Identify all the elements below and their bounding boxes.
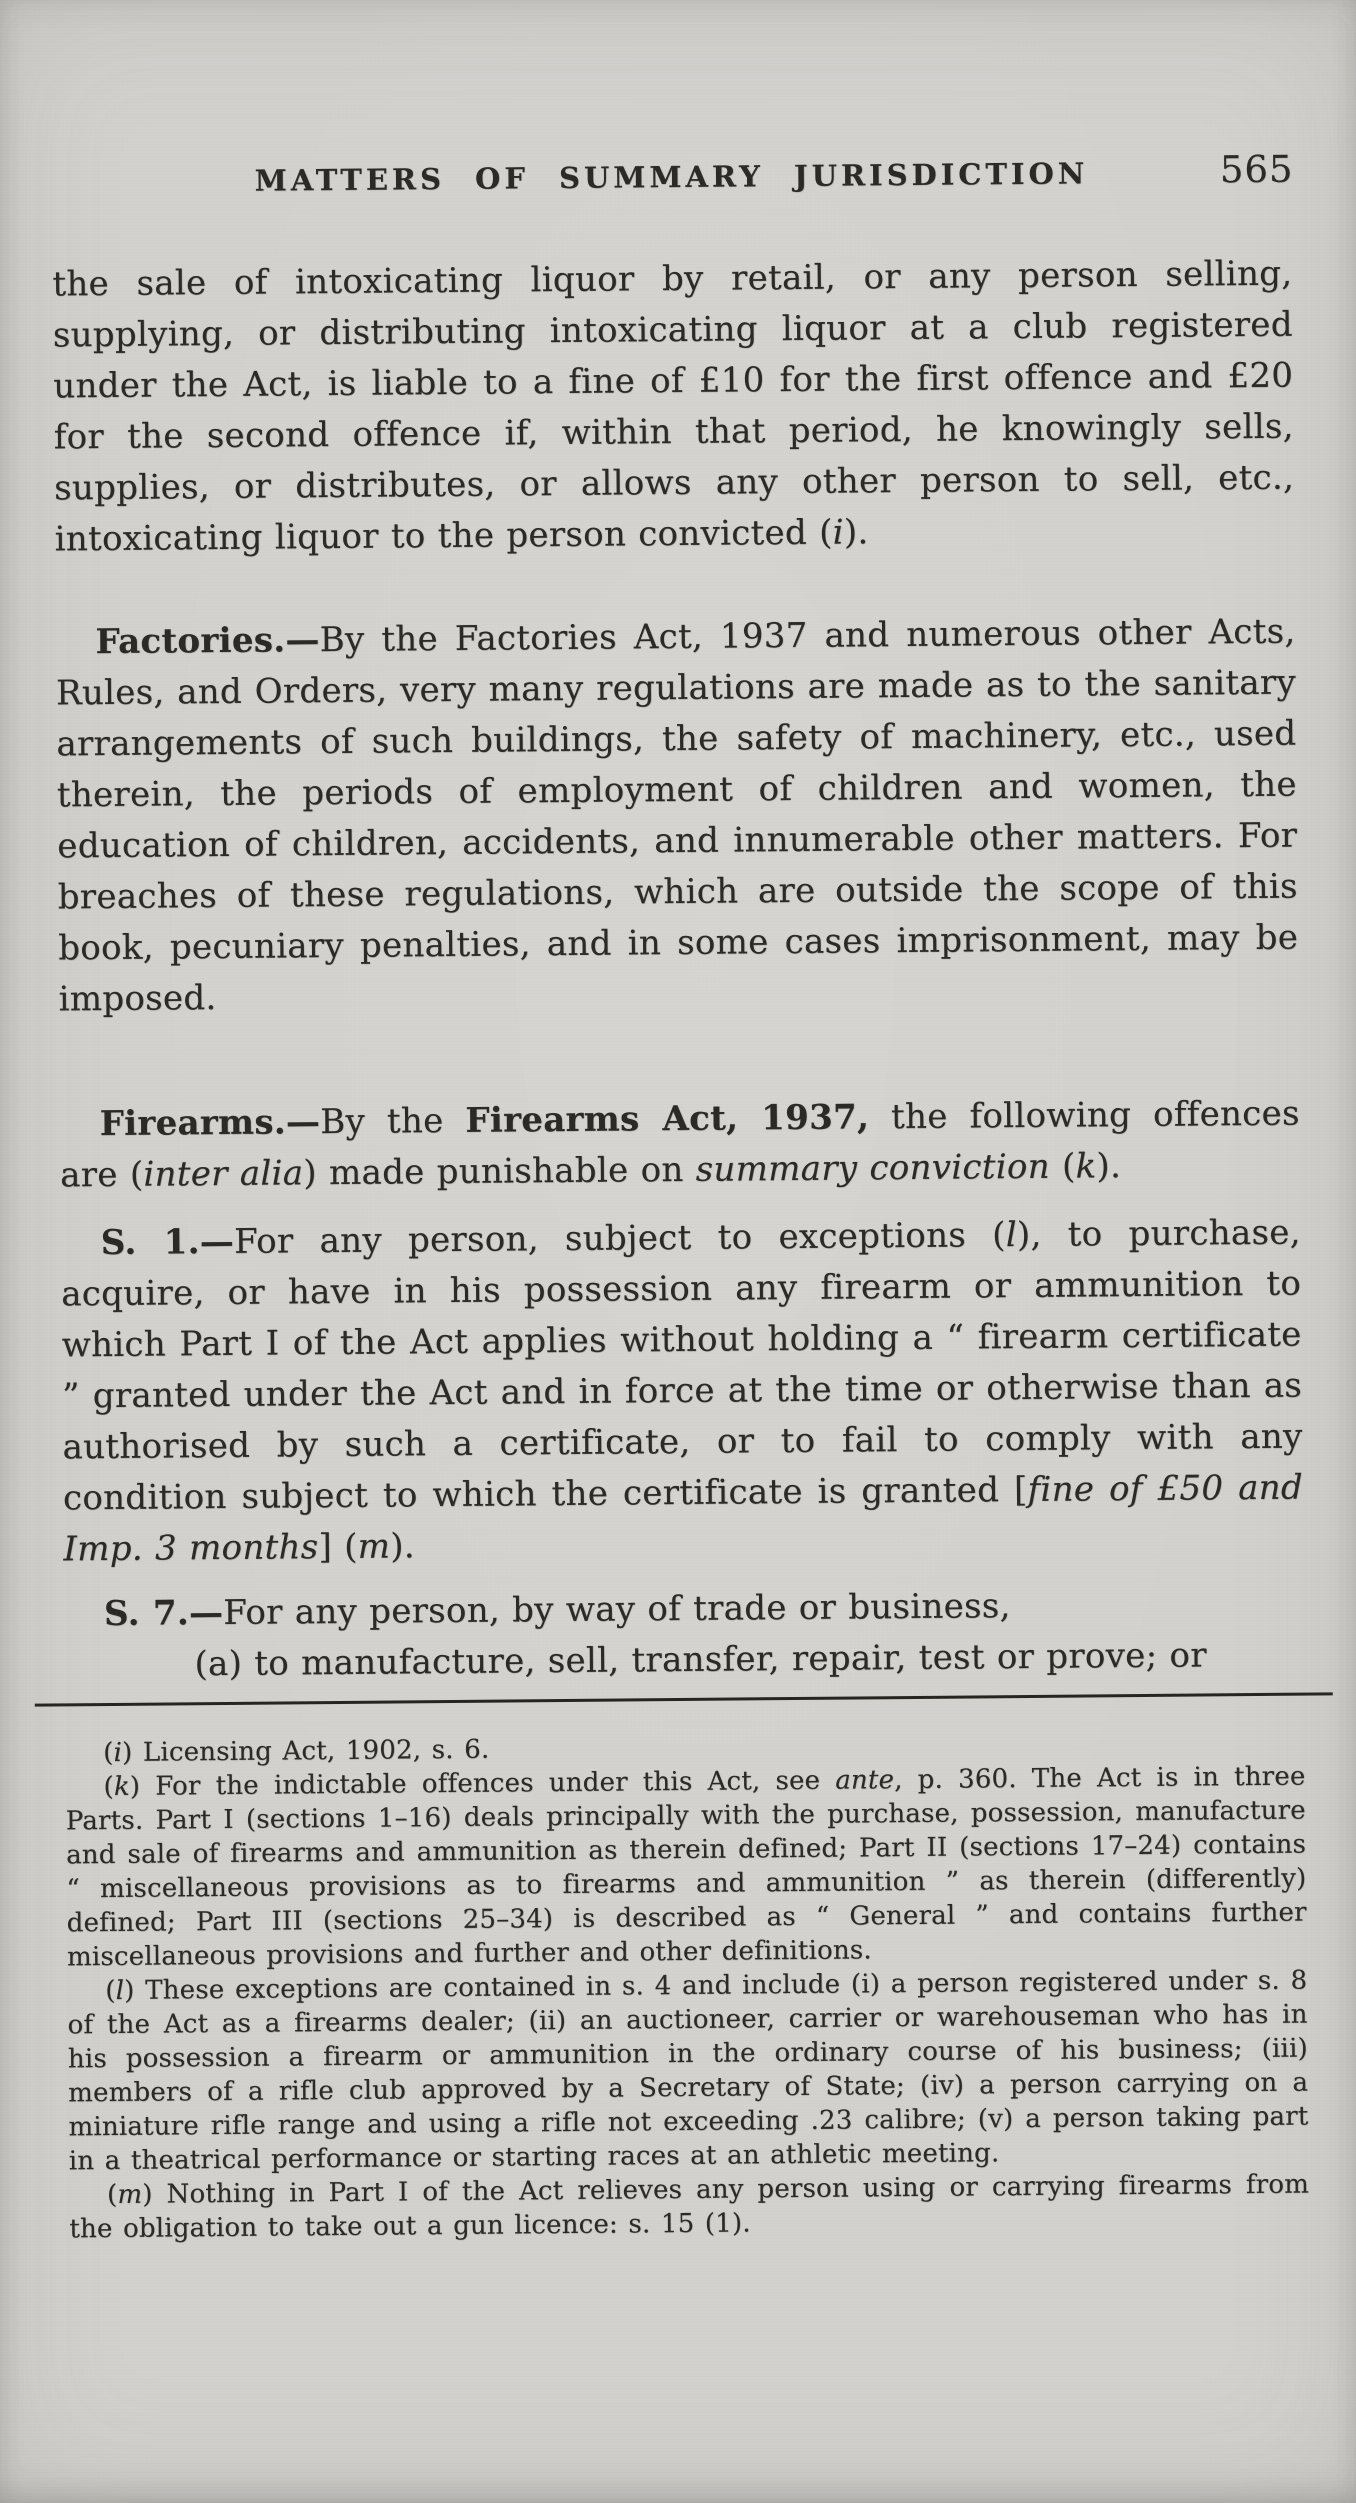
- footnote-m: [69, 2168, 1310, 2247]
- page-content: [50, 0, 1310, 2246]
- text-run: l: [115, 1975, 125, 2006]
- footnotes: [65, 1726, 1309, 2247]
- text-run: For any person, by way of trade or business,: [223, 1586, 1011, 1634]
- text-run: Firearms.—: [99, 1102, 321, 1145]
- text-run: Factories.—: [95, 620, 320, 663]
- text-run: fine of £50 and Imp. 3 months: [63, 1467, 1304, 1570]
- text-run: the sale of intoxicating liquor by retail, or any person selling, supplying, or distributing intoxicating liquor at a club registered under the Act, is liable to a fine of £10 for the first offence and £20 for the second offence if, within that period, he knowingly sells, supplies, or distributes, or allows any other person to sell, etc., intoxicating liquor to the person convicted (: [52, 253, 1295, 560]
- text-run: m: [117, 2179, 143, 2210]
- text-run: ) Nothing in Part I of the Act relieves any person using or carrying firearms from the obligation to take out a gun licence: s. 15 (1).: [69, 2169, 1310, 2245]
- footnote-l: [67, 1964, 1309, 2179]
- text-run: ), to purchase, acquire, or have in his possession any firearm or ammunition to which Part I of the Act applies without holding a “ firearm certificate ” granted under the Act and in force at the time or otherwise than as authorised by such a certificate, or to fail to comply with any condition subject to which the certificate is granted [: [61, 1212, 1303, 1519]
- running-head: [51, 147, 1294, 210]
- text-run: (a) to manufacture, sell, transfer, repair, test or prove; or: [194, 1635, 1207, 1685]
- section-7a-item: [64, 1630, 1304, 1692]
- text-run: ) made punishable on: [303, 1149, 696, 1194]
- text-run: , p. 360. The Act is in three Parts. Part I (sections 1–16) deals principally with the purchase, possession, manufacture and sale of firearms and ammunition as therein defined; Part II (sections 17–24) contains “ miscellaneous provisions as to firearms and ammunition ” as therein (differently) defined; Part III (sections 25–34) is described as “ General ” and contains further miscellaneous provisions and further and other definitions.: [65, 1761, 1307, 1973]
- main-text: [52, 249, 1304, 1692]
- text-run: ] (: [318, 1526, 358, 1568]
- text-run: k: [1075, 1146, 1097, 1187]
- text-run: ) Licensing Act, 1902, s. 6.: [121, 1734, 490, 1768]
- text-run: i: [832, 512, 845, 553]
- text-run: ).: [843, 512, 869, 553]
- continuation-liquor-paragraph: [52, 249, 1295, 566]
- text-run: ).: [390, 1526, 416, 1567]
- page-number: 565: [1219, 147, 1294, 192]
- page-header-title: MATTERS OF SUMMARY JURISDICTION: [254, 156, 1089, 198]
- text-run: the following offences are (: [60, 1093, 1300, 1196]
- text-run: For any person, subject to exceptions (: [233, 1215, 1006, 1262]
- footnote-rule: [35, 1692, 1333, 1706]
- text-run: ante: [835, 1765, 895, 1796]
- text-run: (: [106, 2179, 118, 2211]
- text-run: (: [103, 1737, 114, 1769]
- text-run: (: [105, 1975, 116, 2007]
- text-run: Firearms Act, 1937,: [465, 1097, 870, 1141]
- text-run: ) These exceptions are contained in s. 4 and include (i) a person registered under s. 8 of the Act as a firearms dealer; (ii) an auctioneer, carrier or warehouseman who has in his possession a firearm or ammunition in the ordinary course of his business; (iii) members of a rifle club approved by a Secretary of State; (iv) a person carrying on a miniature rifle range and using a rifle not exceeding .23 calibre; (v) a person taking part in a theatrical performance or starting races at an athletic meeting.: [67, 1965, 1309, 2177]
- section-1-paragraph: [61, 1208, 1304, 1576]
- text-run: By the: [320, 1100, 466, 1143]
- text-run: S. 1.—: [100, 1221, 235, 1264]
- firearms-paragraph: [60, 1089, 1301, 1202]
- text-run: i: [113, 1737, 123, 1768]
- text-run: ) For the indictable offences under this Act, see: [129, 1765, 836, 1802]
- text-run: m: [357, 1526, 391, 1567]
- text-run: k: [113, 1771, 130, 1802]
- text-run: (: [1049, 1146, 1076, 1187]
- text-run: (: [103, 1771, 115, 1803]
- text-run: ).: [1096, 1146, 1122, 1187]
- text-run: By the Factories Act, 1937 and numerous other Acts, Rules, and Orders, very many regulations are made as to the sanitary arrangements of such buildings, the safety of machinery, etc., used therein, the periods of employment of children and women, the education of children, accidents, and innumerable other matters. For breaches of these regulations, which are outside the scope of this book, pecuniary penalties, and in some cases imprisonment, may be imposed.: [55, 611, 1299, 1020]
- text-run: summary conviction: [695, 1146, 1051, 1190]
- factories-paragraph: [55, 607, 1299, 1026]
- text-run: S. 7.—: [103, 1593, 224, 1635]
- text-run: l: [1005, 1215, 1018, 1256]
- text-run: inter alia: [143, 1153, 304, 1195]
- footnote-k: [65, 1760, 1307, 1975]
